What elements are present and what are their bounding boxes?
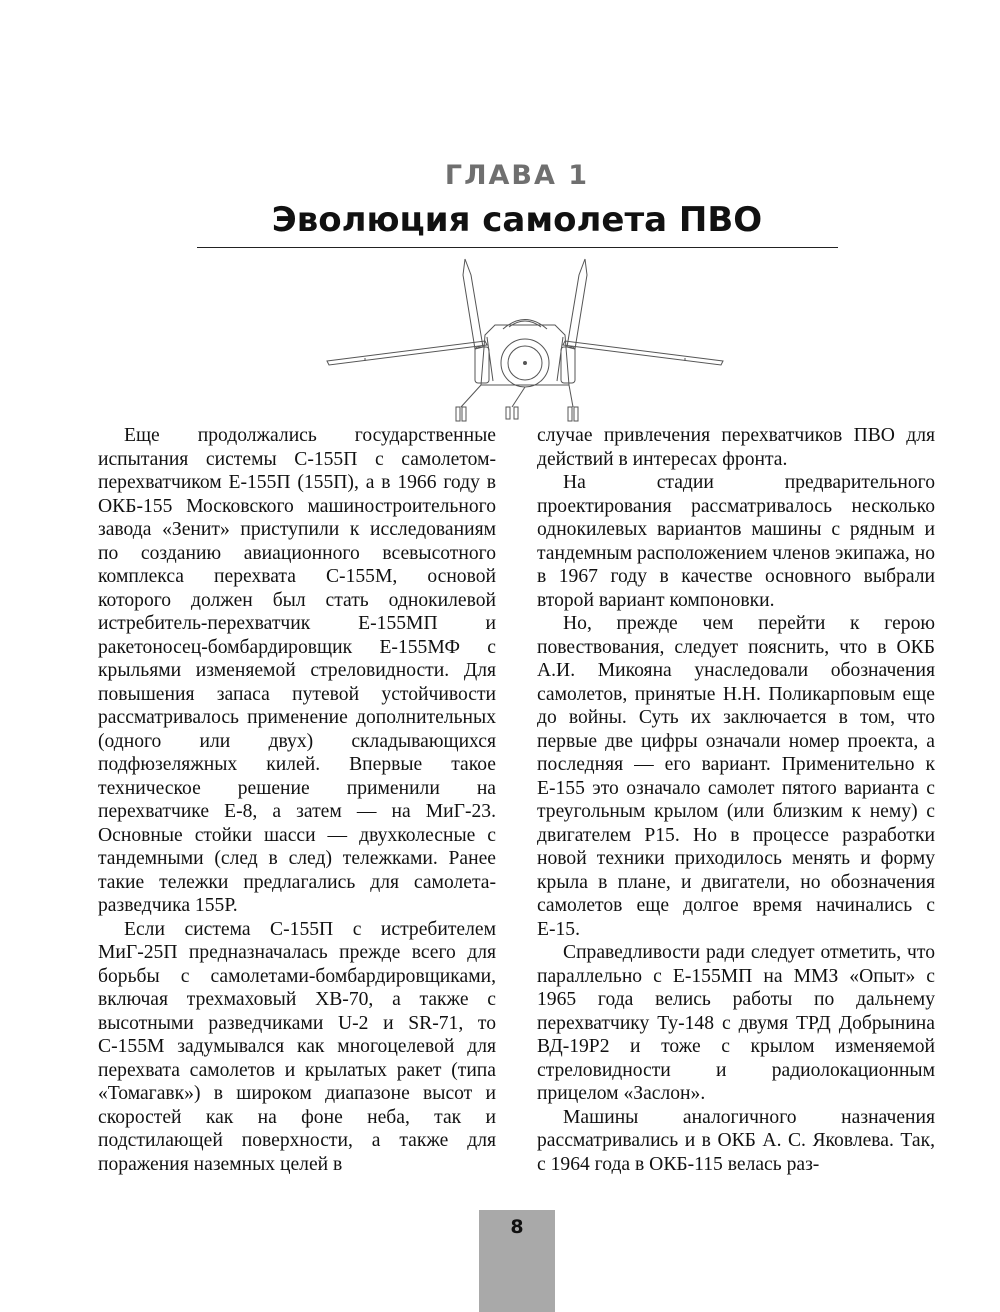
page-number: 8: [510, 1216, 524, 1238]
paragraph-continuation: случае привлечения перехватчиков ПВО для действий в интересах фронта.: [537, 425, 935, 470]
chapter-title: Эволюция самолета ПВО: [271, 200, 763, 240]
paragraph: На стадии предварительного проектирования рассматривалось несколько однокилевых вариантов машины с рядным и тандемным расположением членов экипажа, но в 1967 году в качестве основного выбрали второй вариант компоновки.: [537, 472, 935, 611]
left-column: [98, 424, 496, 1176]
paragraph: Еще продолжались государственные испытания системы С-155П с самолетом-перехватчиком Е-155П (155П), а в 1966 году в ОКБ-155 Московского машиностроительного завода «Зенит» приступили к исследованиям по созданию авиационного всевысотного комплекса перехвата С-155М, основой которого должен был стать однокилевой истребитель-перехватчик Е-155МП и ракетоносец-бомбардировщик Е-155МФ с крыльями изменяемой стреловидности. Для повышения запаса путевой устойчивости рассматривалось применение дополнительных (одного или двух) складывающихся подфюзеляжных килей. Впервые такое техническое решение применили на перехватчике Е-8, а затем — на МиГ-23. Основные стойки шасси — двухколесные с тандемными (след в след) тележками. Ранее такие тележки предлагались для самолета-разведчика 155Р.: [98, 425, 496, 916]
paragraph: Машины аналогичного назначения рассматривались и в ОКБ А. С. Яковлева. Так, с 1964 года в ОКБ-115 велась раз-: [537, 1106, 935, 1175]
title-rule: [197, 247, 838, 248]
page-number-tab: [479, 1210, 555, 1312]
chapter-label: ГЛАВА 1: [444, 160, 590, 191]
paragraph: Справедливости ради следует отметить, что параллельно с Е-155МП на ММЗ «Опыт» с 1965 года велись работы по дальнему перехватчику Ту-148 с двумя ТРД Добрынина ВД-19Р2 и тоже с крылом изменяемой стреловидности и радиолокационным прицелом «Заслон».: [537, 942, 935, 1104]
paragraph: Но, прежде чем перейти к герою повествования, следует пояснить, что в ОКБ А.И. Микояна унаследовали обозначения самолетов, принятые Н.Н. Поликарповым еще до войны. Суть их заключается в том, что первые две цифры означали номер проекта, а последняя — его вариант. Применительно к Е-155 это означало самолет пятого варианта с треугольным крылом (или близким к нему) с двигателем Р15. Но в процессе разработки новой техники приходилось менять и форму крыла в плане, и двигатели, но обозначения самолетов еще долгое время начинались с Е-15.: [537, 613, 935, 940]
paragraph: Если система С-155П с истребителем МиГ-25П предназначалась прежде всего для борьбы с самолетами-бомбардировщиками, включая трехмаховый ХВ-70, а также с высотными разведчиками U-2 и SR-71, то С-155М задумывался как многоцелевой для перехвата самолетов и крылатых ракет (типа «Томагавк») в широком диапазоне высот и скоростей как на фоне неба, так и подстилающей поверхности, а также для поражения наземных целей в: [98, 918, 496, 1175]
mig-25-front-view-drawing-icon: [325, 255, 725, 435]
right-column: [537, 424, 935, 1176]
